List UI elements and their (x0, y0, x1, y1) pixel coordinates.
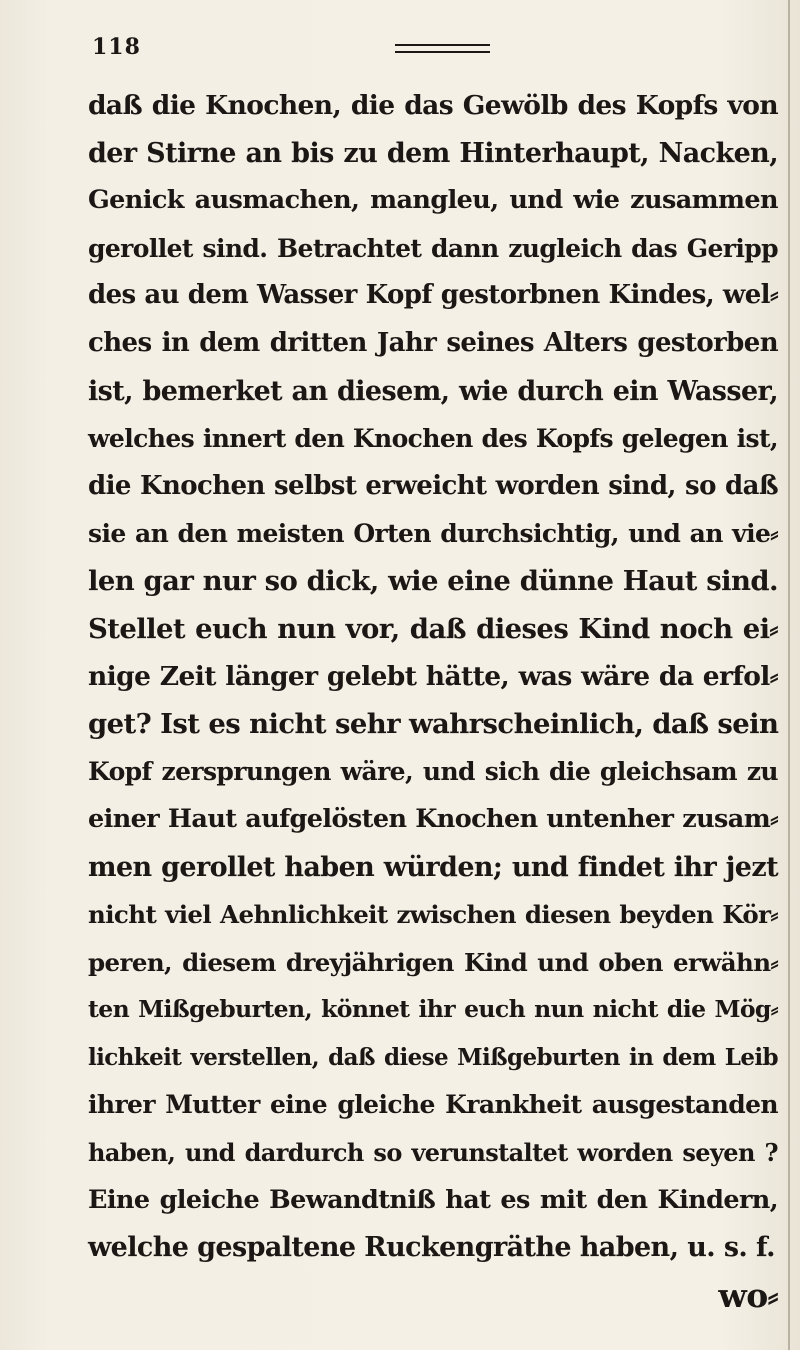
text-line: peren, diesem dreyjährigen Kind und oben erwähn⸗ (88, 947, 778, 977)
text-line: gerollet sind. Betrachtet dann zugleich das Geripp (88, 233, 778, 263)
text-line: nige Zeit länger gelebt hätte, was wäre da erfol⸗ (88, 661, 778, 693)
text-line: ches in dem dritten Jahr seines Alters gestorben (88, 327, 778, 358)
text-line: Eine gleiche Bewandtniß hat es mit den Kindern, (88, 1184, 778, 1215)
text-line: ist, bemerket an diesem, wie durch ein Wasser, (88, 375, 778, 407)
body-text (88, 82, 778, 1319)
page-number: 118 (92, 34, 141, 60)
text-line: des au dem Wasser Kopf gestorbnen Kindes, wel⸗ (88, 280, 778, 311)
header-rule (395, 44, 490, 53)
text-line: men gerollet haben würden; und findet ihr jezt (88, 851, 778, 883)
text-line: nicht viel Aehnlichkeit zwischen diesen beyden Kör⸗ (88, 900, 778, 930)
text-line: haben, und dardurch so verunstaltet worden seyen ? (88, 1138, 778, 1168)
text-line: die Knochen selbst erweicht worden sind, so daß (88, 470, 778, 501)
text-line: Stellet euch nun vor, daß dieses Kind noch ei⸗ (88, 612, 778, 645)
text-line: welche gespaltene Ruckengräthe haben, u. s. f. (88, 1232, 775, 1264)
text-line: ten Mißgeburten, könnet ihr euch nun nicht die Mög⸗ (88, 995, 778, 1024)
text-line: get? Ist es nicht sehr wahrscheinlich, daß sein (88, 707, 779, 740)
text-line: Genick ausmachen, mangleu, und wie zusammen (88, 185, 778, 216)
text-line: lichkeit verstellen, daß diese Mißgeburten in dem Leib (88, 1043, 778, 1071)
text-line: Kopf zersprungen wäre, und sich die gleichsam zu (88, 757, 778, 787)
text-line: daß die Knochen, die das Gewölb des Kopfs von (88, 90, 778, 121)
text-line: len gar nur so dick, wie eine dünne Haut sind. (88, 564, 778, 597)
text-line: einer Haut aufgelösten Knochen untenher zusam⸗ (88, 803, 778, 834)
text-line: der Stirne an bis zu dem Hinterhaupt, Nacken, (88, 137, 778, 169)
text-line: sie an den meisten Orten durchsichtig, und an vie⸗ (88, 519, 778, 549)
page-edge (788, 0, 790, 1350)
catchword: wo⸗ (718, 1275, 778, 1315)
text-line: ihrer Mutter eine gleiche Krankheit ausgestanden (88, 1090, 778, 1120)
text-line: welches innert den Knochen des Kopfs gelegen ist, (88, 424, 778, 454)
